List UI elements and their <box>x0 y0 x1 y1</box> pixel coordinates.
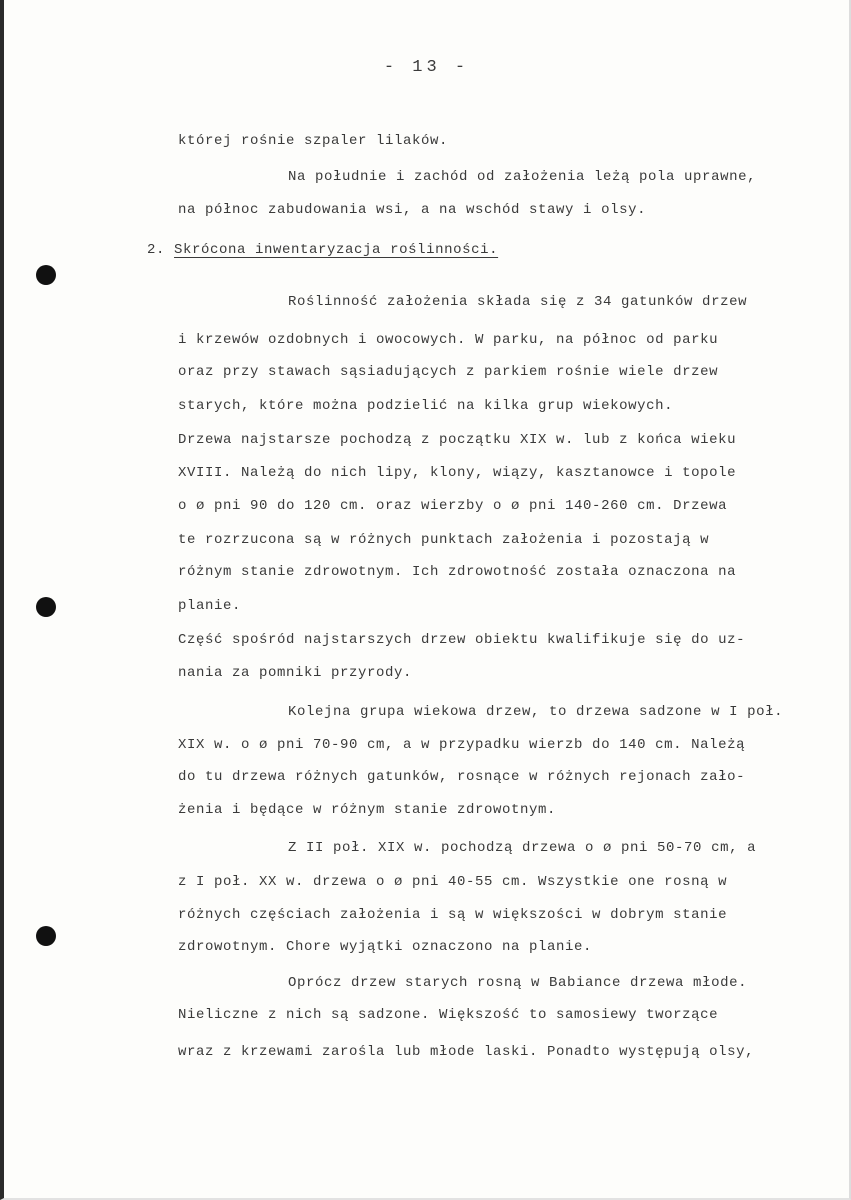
text-line: której rośnie szpaler lilaków. <box>178 133 449 149</box>
punch-hole <box>36 597 56 617</box>
text-line: te rozrzucona są w różnych punktach założenia i pozostają w <box>178 532 710 548</box>
text-line: Roślinność założenia składa się z 34 gatunków drzew <box>288 294 748 310</box>
section-number: 2. <box>147 242 166 258</box>
text-line: na północ zabudowania wsi, a na wschód stawy i olsy. <box>178 202 647 218</box>
text-line: zdrowotnym. Chore wyjątki oznaczono na planie. <box>178 939 593 955</box>
text-line: starych, które można podzielić na kilka grup wiekowych. <box>178 398 674 414</box>
text-line: Drzewa najstarsze pochodzą z początku XIX w. lub z końca wieku <box>178 432 737 448</box>
text-line: wraz z krzewami zarośla lub młode laski. Ponadto występują olsy, <box>178 1044 755 1060</box>
text-line: oraz przy stawach sąsiadujących z parkiem rośnie wiele drzew <box>178 364 719 380</box>
text-line: żenia i będące w różnym stanie zdrowotnym. <box>178 802 557 818</box>
text-line: Nieliczne z nich są sadzone. Większość to samosiewy tworzące <box>178 1007 719 1023</box>
punch-hole <box>36 265 56 285</box>
text-line: nania za pomniki przyrody. <box>178 665 413 681</box>
text-line: i krzewów ozdobnych i owocowych. W parku, na północ od parku <box>178 332 719 348</box>
text-line: z I poł. XX w. drzewa o ø pni 40-55 cm. Wszystkie one rosną w <box>178 874 728 890</box>
text-line: Oprócz drzew starych rosną w Babiance drzewa młode. <box>288 975 748 991</box>
text-line: Część spośród najstarszych drzew obiektu kwalifikuje się do uz- <box>178 632 746 648</box>
section-heading-text: Skrócona inwentaryzacja roślinności. <box>174 242 499 258</box>
text-line: XIX w. o ø pni 70-90 cm, a w przypadku wierzb do 140 cm. Należą <box>178 737 746 753</box>
text-line: o ø pni 90 do 120 cm. oraz wierzby o ø pni 140-260 cm. Drzewa <box>178 498 728 514</box>
text-line: planie. <box>178 598 242 614</box>
punch-hole <box>36 926 56 946</box>
section-heading <box>147 240 498 260</box>
text-line: różnym stanie zdrowotnym. Ich zdrowotność została oznaczona na <box>178 564 737 580</box>
text-line: Na południe i zachód od założenia leżą pola uprawne, <box>288 169 757 185</box>
text-line: do tu drzewa różnych gatunków, rosnące w różnych rejonach zało- <box>178 769 746 785</box>
text-line: różnych częściach założenia i są w większości w dobrym stanie <box>178 907 728 923</box>
text-line: Z II poł. XIX w. pochodzą drzewa o ø pni 50-70 cm, a <box>288 840 757 856</box>
page-number: - 13 - <box>383 58 470 77</box>
text-line: Kolejna grupa wiekowa drzew, to drzewa sadzone w I poł. <box>288 704 784 720</box>
text-line: XVIII. Należą do nich lipy, klony, wiązy, kasztanowce i topole <box>178 465 737 481</box>
